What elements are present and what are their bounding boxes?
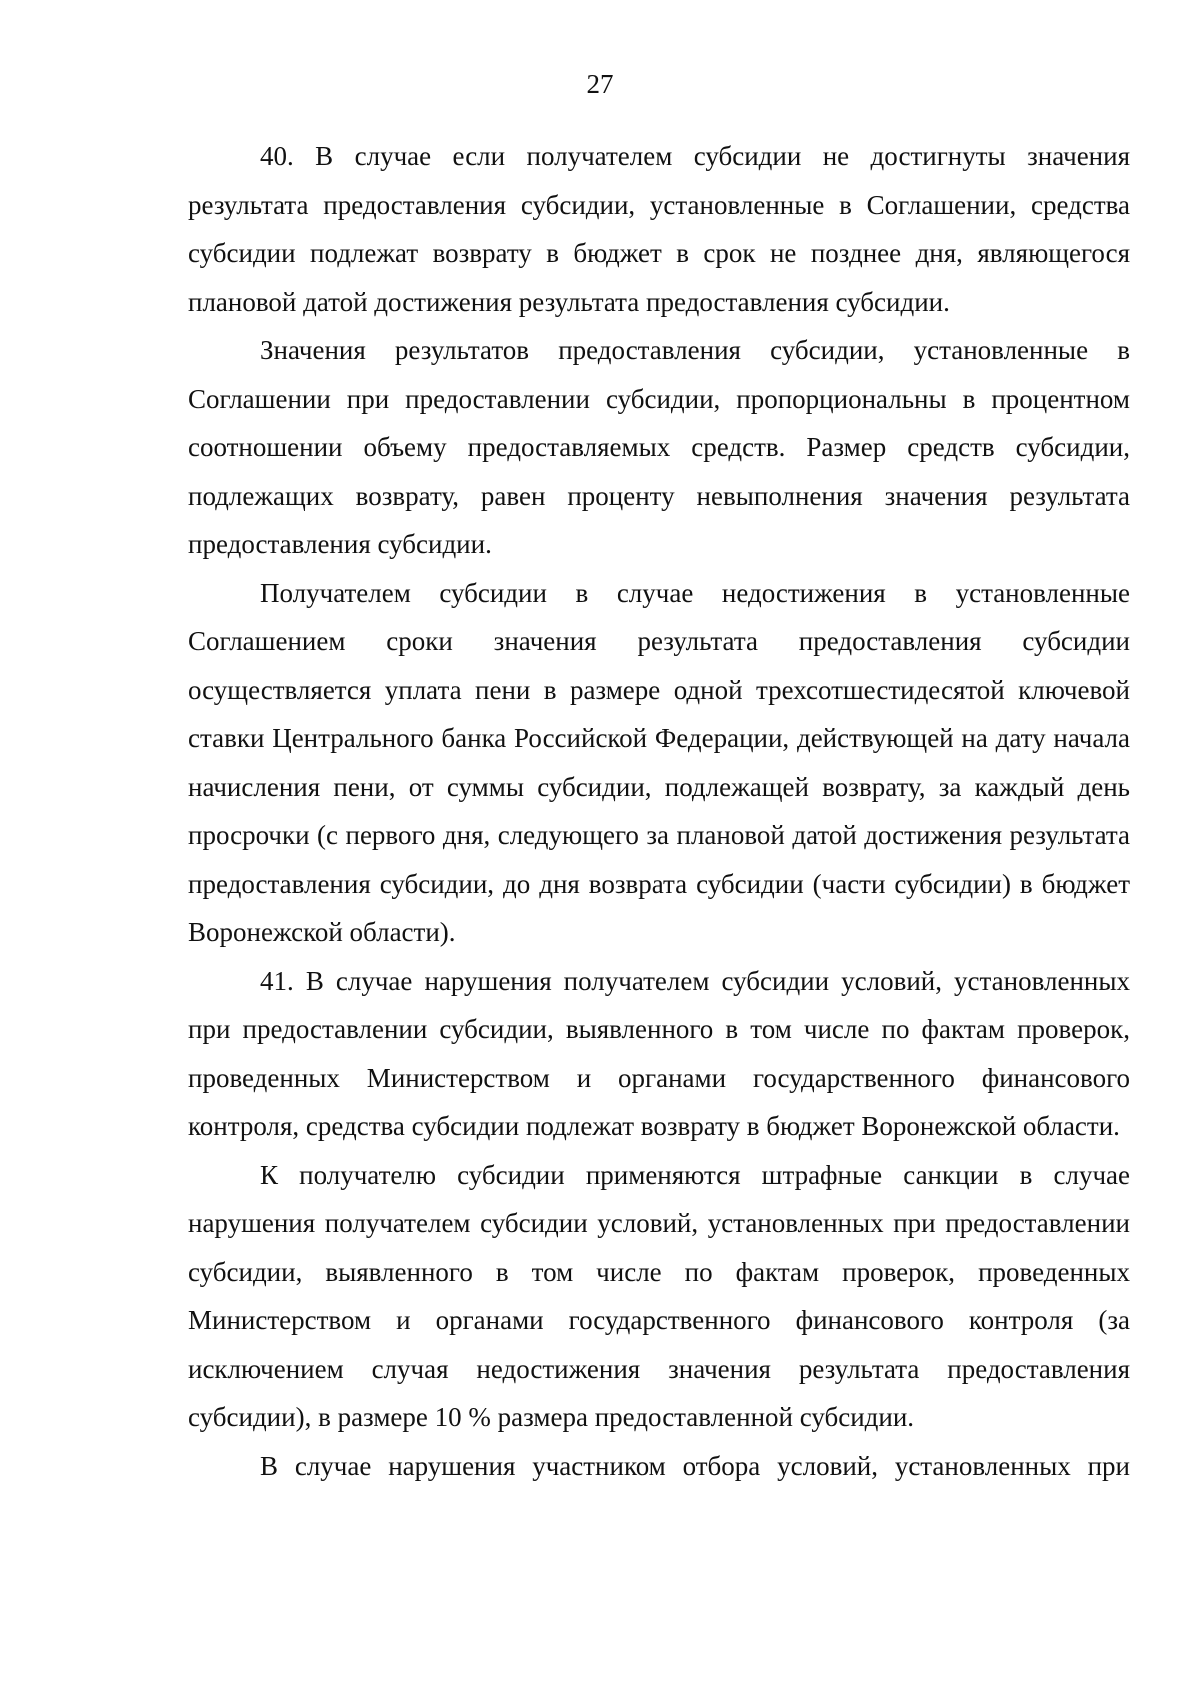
paragraph-40: 40. В случае если получателем субсидии не достигнуты значения результата предоставления субсидии, установленные в Соглашении, средства субсидии подлежат возврату в бюджет в срок не позднее дня, являющегося плановой датой достижения результата предоставления субсидии. (188, 141, 1130, 317)
document-body (188, 132, 1130, 1490)
paragraph-41: 41. В случае нарушения получателем субсидии условий, установленных при предоставлении субсидии, выявленного в том числе по фактам проверок, проведенных Министерством и органами государственного финансового контроля, средства субсидии подлежат возврату в бюджет Воронежской области. (188, 965, 1130, 1141)
paragraph-result-values: Значения результатов предоставления субсидии, установленные в Соглашении при предоставлении субсидии, пропорциональны в процентном соотношении объему предоставляемых средств. Размер средств субсидии, подлежащих возврату, равен проценту невыполнения значения результата предоставления субсидии. (188, 335, 1130, 559)
paragraph-selection-violation: В случае нарушения участником отбора условий, установленных при (260, 1450, 1130, 1481)
page-number: 27 (586, 69, 614, 99)
paragraph-penalty: Получателем субсидии в случае недостижения в установленные Соглашением сроки значения результата предоставления субсидии осуществляется уплата пени в размере одной трехсотшестидесятой ключевой ставки Центрального банка Российской Федерации, действующей на дату начала начисления пени, от суммы субсидии, подлежащей возврату, за каждый день просрочки (с первого дня, следующего за плановой датой достижения результата предоставления субсидии, до дня возврата субсидии (части субсидии) в бюджет Воронежской области). (188, 577, 1130, 947)
paragraph-fines: К получателю субсидии применяются штрафные санкции в случае нарушения получателем субсидии условий, установленных при предоставлении субсидии, выявленного в том числе по фактам проверок, проведенных Министерством и органами государственного финансового контроля (за исключением случая недостижения значения результата предоставления субсидии), в размере 10 % размера предоставленной субсидии. (188, 1159, 1130, 1432)
